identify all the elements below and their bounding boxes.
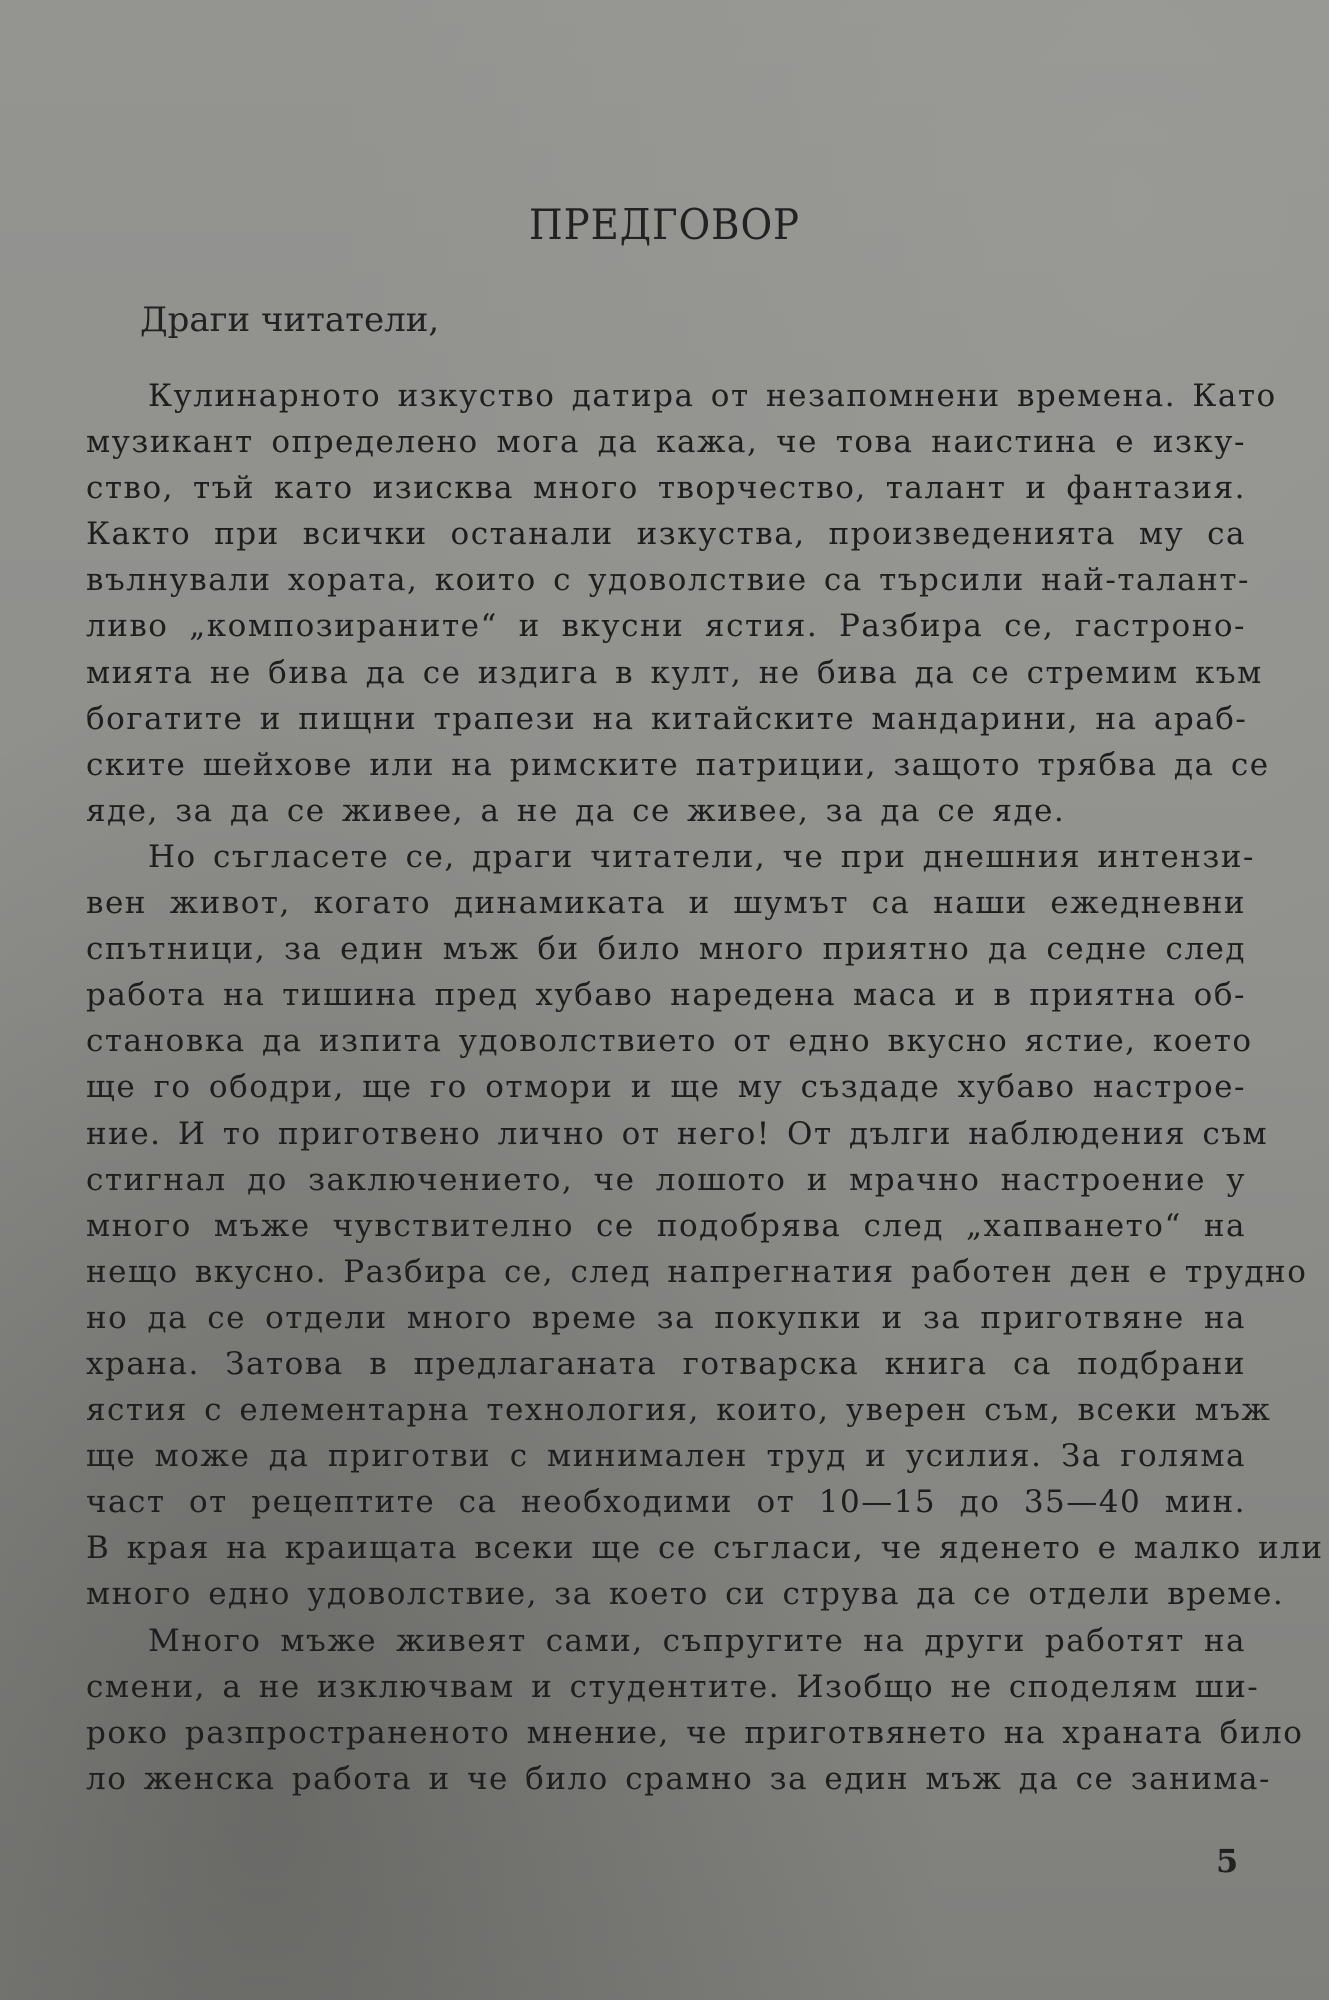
paragraph <box>86 373 1277 834</box>
text-line: ство, тъй като изисква много творчество, талант и фантазия. <box>86 470 1246 507</box>
text-line: вълнували хората, които с удоволствие са търсили най-талант- <box>86 562 1250 599</box>
text-line: вен живот, когато динамиката и шумът са наши ежедневни <box>86 885 1246 922</box>
paragraph <box>86 1618 1304 1802</box>
page-number: 5 <box>1216 1842 1239 1880</box>
text-line: музикант определено мога да кажа, че това наистина е изку- <box>86 424 1246 461</box>
text-line: но да се отдели много време за покупки и за приготвяне на <box>86 1299 1246 1336</box>
text-line: смени, а не изключвам и студентите. Изобщо не споделям ши- <box>86 1668 1260 1705</box>
text-line: богатите и пищни трапези на китайските мандарини, на араб- <box>86 700 1248 737</box>
text-line: ло женска работа и че било срамно за един мъж да се занима- <box>86 1760 1272 1797</box>
text-line: мията не бива да се издига в култ, не бива да се стремим към <box>86 654 1263 691</box>
text-line: Както при всички останали изкуства, произведенията му са <box>86 516 1246 553</box>
text-line: Много мъже живеят сами, съпругите на други работят на <box>148 1622 1246 1659</box>
text-line: много едно удоволствие, за което си струва да се отдели време. <box>86 1576 1285 1613</box>
text-line: работа на тишина пред хубаво наредена маса и в приятна об- <box>86 977 1246 1014</box>
text-line: нещо вкусно. Разбира се, след напрегнатия работен ден е трудно <box>86 1253 1308 1290</box>
text-line: Но съгласете се, драги читатели, че при днешния интензи- <box>148 838 1255 875</box>
text-line: ще го ободри, ще го отмори и ще му създаде хубаво настрое- <box>86 1069 1246 1106</box>
text-line: становка да изпита удоволствието от едно вкусно ястие, което <box>86 1023 1253 1060</box>
text-line: ще може да приготви с минимален труд и усилия. За голяма <box>86 1438 1246 1475</box>
text-line: спътници, за един мъж би било много приятно да седне след <box>86 931 1246 968</box>
text-line: В края на краищата всеки ще се съгласи, че яденето е малко или <box>86 1530 1324 1567</box>
text-line: роко разпространеното мнение, че приготвянето на храната било <box>86 1714 1304 1751</box>
page-title: ПРЕДГОВОР <box>529 200 800 249</box>
text-line: ястия с елементарна технология, които, уверен съм, всеки мъж <box>86 1392 1272 1429</box>
text-line: яде, за да се живее, а не да се живее, за да се яде. <box>86 792 1066 829</box>
text-line: много мъже чувствително се подобрява след „хапването“ на <box>86 1207 1246 1244</box>
text-line: Кулинарното изкуство датира от незапомнени времена. Като <box>148 378 1277 414</box>
text-line: храна. Затова в предлаганата готварска книга са подбрани <box>86 1345 1246 1382</box>
body-text <box>86 373 1324 1802</box>
salutation: Драги читатели, <box>140 300 440 340</box>
text-line: част от рецептите са необходими от 10—15 до 35—40 мин. <box>86 1484 1246 1521</box>
text-line: ние. И то приготвено лично от него! От дълги наблюдения съм <box>86 1115 1269 1152</box>
text-line: ливо „композираните“ и вкусни ястия. Разбира се, гастроно- <box>86 608 1246 645</box>
text-line: стигнал до заключението, че лошото и мрачно настроение у <box>86 1161 1246 1198</box>
text-line: ските шейхове или на римските патриции, защото трябва да се <box>86 746 1270 783</box>
paragraph <box>86 834 1324 1618</box>
